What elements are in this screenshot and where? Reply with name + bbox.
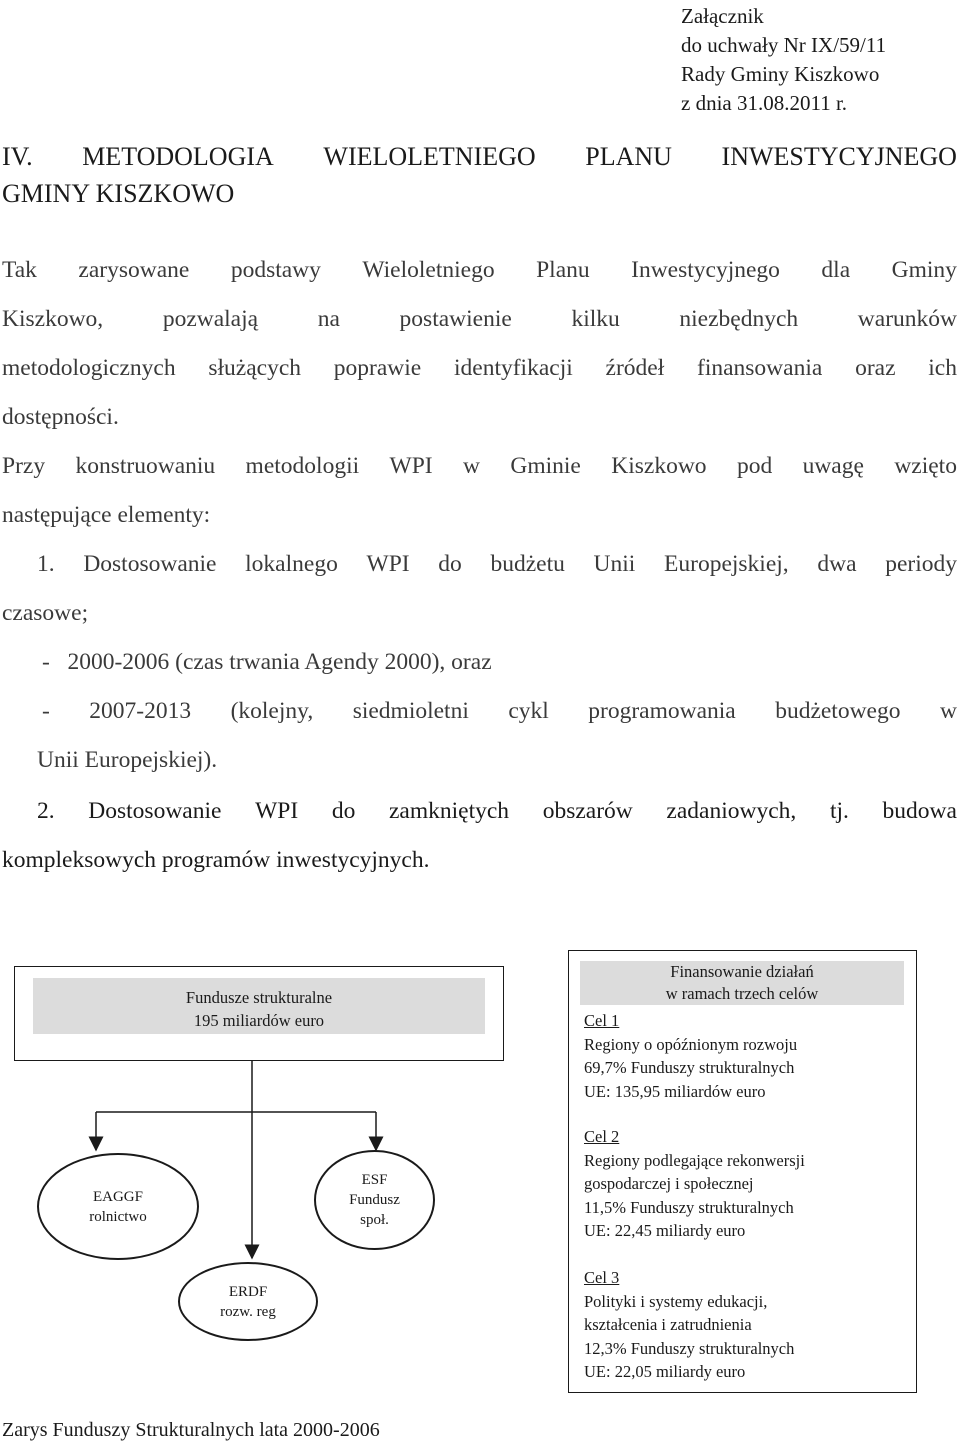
goal-3: Cel 3 Polityki i systemy edukacji, kształcenia i zatrudnienia 12,3% Funduszy strukturalnych UE: 22,05 miliardy euro [584,1268,795,1381]
heading-word: METODOLOGIA [82,142,274,171]
funds-title: Fundusze strukturalne [185,988,333,1007]
annex-line: Rady Gminy Kiszkowo [681,62,880,86]
goal-title: Cel 2 [584,1127,620,1146]
heading-word: INWESTYCYJNEGO [721,142,957,171]
diagram-caption: Zarys Funduszy Strukturalnych lata 2000-2006 [2,1419,380,1441]
text-line: - 2000-2006 (czas trwania Agendy 2000), oraz [42,649,492,675]
structural-funds-box [14,966,504,1061]
text-line: następujące elementy: [2,502,211,528]
text-line: - 2007-2013 (kolejny, siedmioletni cykl programowania budżetowego w [42,698,957,724]
goals-heading: Finansowanie działań w ramach trzech celów [580,961,904,1005]
annex-line: do uchwały Nr IX/59/11 [681,33,887,57]
text-line: 1. Dostosowanie lokalnego WPI do budżetu Unii Europejskiej, dwa periody [37,551,957,577]
heading-word: IV. [2,142,33,171]
text-line: Unii Europejskiej). [37,747,218,773]
text-line: czasowe; [2,600,89,626]
goal-title: Cel 3 [584,1268,620,1287]
goals-box [568,950,917,1393]
text-line: 2. Dostosowanie WPI do zamkniętych obszarów zadaniowych, tj. budowa [37,798,957,824]
esf-oval: ESF Fundusz społ. [314,1150,435,1250]
text-line: kompleksowych programów inwestycyjnych. [2,847,430,873]
text-line: Tak zarysowane podstawy Wieloletniego Planu Inwestycyjnego dla Gminy [2,257,957,283]
annex-line: Załącznik [681,4,764,28]
goal-1: Cel 1 Regiony o opóźnionym rozwoju 69,7% Funduszy strukturalnych UE: 135,95 miliardów euro [584,1011,798,1101]
heading-word: WIELOLETNIEGO [323,142,536,171]
text-line: dostępności. [2,404,119,430]
text-line: Kiszkowo, pozwalają na postawienie kilku niezbędnych warunków [2,306,957,332]
heading-line-2: GMINY KISZKOWO [2,179,235,208]
goal-2: Cel 2 Regiony podlegające rekonwersji gospodarczej i społecznej 11,5% Funduszy strukturalnych UE: 22,45 miliardy euro [584,1127,805,1240]
text-line: metodologicznych służących poprawie identyfikacji źródeł finansowania oraz ich [2,355,957,381]
heading-word: PLANU [585,142,672,171]
erdf-oval: ERDF rozw. reg [178,1262,318,1341]
eaggf-oval: EAGGF rolnictwo [37,1153,199,1260]
goal-title: Cel 1 [584,1011,620,1030]
structural-funds-label [33,978,485,1034]
funds-amount: 195 miliardów euro [193,1011,325,1030]
text-line: Przy konstruowaniu metodologii WPI w Gminie Kiszkowo pod uwagę wzięto [2,453,957,479]
annex-line: z dnia 31.08.2011 r. [681,91,848,115]
